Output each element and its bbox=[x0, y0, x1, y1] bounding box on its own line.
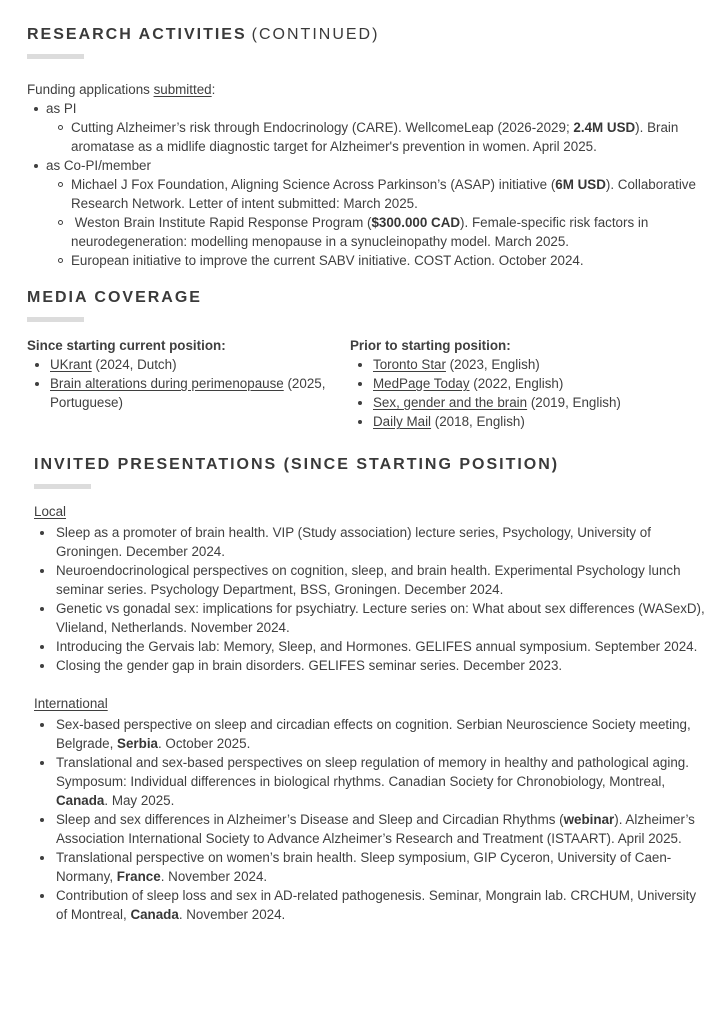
bullet-icon bbox=[40, 715, 56, 727]
text-segment: Closing the gender gap in brain disorders. GELIFES seminar series. December 2023. bbox=[56, 658, 563, 673]
circle-bullet-icon bbox=[58, 118, 71, 130]
heading-divider bbox=[34, 484, 91, 489]
list-item bbox=[34, 810, 709, 848]
text-segment: ). Female-specific risk factors in neurodegeneration: modelling menopause in a synucleinopathy model. March 2025. bbox=[71, 215, 649, 249]
list-item bbox=[27, 374, 350, 412]
text-segment: (2024, Dutch) bbox=[91, 357, 177, 372]
list-item bbox=[34, 561, 709, 599]
research-activities-section bbox=[27, 25, 709, 270]
list-item-text bbox=[56, 848, 709, 886]
heading-suffix-text: (CONTINUED) bbox=[251, 26, 380, 43]
text-segment: Canada bbox=[130, 907, 179, 922]
bullet-icon bbox=[40, 886, 56, 898]
text-segment: Funding applications bbox=[27, 82, 154, 97]
presentations-group-local bbox=[34, 502, 709, 675]
text-segment: . November 2024. bbox=[160, 869, 268, 884]
list-item-text bbox=[71, 213, 709, 251]
list-item-text bbox=[56, 599, 709, 637]
text-segment: Translational and sex-based perspectives on sleep regulation of memory in healthy and pathological aging. Symposum: Individual differences in biological rhythms. Canadian Society for Chronobiology, Montreal, bbox=[56, 755, 689, 789]
list-item-text bbox=[373, 355, 709, 374]
text-segment: as PI bbox=[46, 101, 77, 116]
text-segment: Sex-based perspective on sleep and circadian effects on cognition. Serbian Neuroscience Society meeting, Belgrade, bbox=[56, 717, 691, 751]
bullet-icon bbox=[40, 656, 56, 668]
list-item bbox=[27, 251, 709, 270]
funding-intro-text bbox=[27, 80, 709, 99]
media-link[interactable]: Brain alterations during perimenopause bbox=[50, 376, 284, 391]
media-column-prior bbox=[350, 336, 709, 431]
media-list-current bbox=[27, 355, 350, 412]
text-segment: Introducing the Gervais lab: Memory, Sleep, and Hormones. GELIFES annual symposium. September 2024. bbox=[56, 639, 698, 654]
text-segment: . November 2024. bbox=[178, 907, 286, 922]
text-segment: webinar bbox=[563, 812, 615, 827]
text-segment: (2025, Portuguese) bbox=[50, 376, 326, 410]
bullet-icon bbox=[34, 99, 46, 111]
circle-bullet-icon bbox=[58, 251, 71, 263]
list-item bbox=[34, 599, 709, 637]
text-segment: as Co-PI/member bbox=[46, 158, 151, 173]
text-segment: (2023, English) bbox=[445, 357, 540, 372]
text-segment: Cutting Alzheimer’s risk through Endocrinology (CARE). WellcomeLeap (2026-2029; bbox=[71, 120, 574, 135]
list-item-text bbox=[71, 175, 709, 213]
text-segment: European initiative to improve the current SABV initiative. COST Action. October 2024. bbox=[71, 253, 584, 268]
bullet-icon bbox=[40, 637, 56, 649]
text-segment: Sleep as a promoter of brain health. VIP (Study association) lecture series, Psychology, University of Groningen. December 2024. bbox=[56, 525, 651, 559]
list-item-text bbox=[373, 393, 709, 412]
text-segment: Michael J Fox Foundation, Aligning Science Across Parkinson’s (ASAP) initiative ( bbox=[71, 177, 556, 192]
media-link[interactable]: MedPage Today bbox=[373, 376, 470, 391]
text-segment: Weston Brain Institute Rapid Response Program ( bbox=[71, 215, 372, 230]
presentations-group-international bbox=[34, 694, 709, 924]
list-item bbox=[27, 355, 350, 374]
text-segment: France bbox=[116, 869, 161, 884]
list-item bbox=[350, 412, 709, 431]
presentations-group-label: International bbox=[34, 696, 108, 711]
text-segment: Sleep and sex differences in Alzheimer’s Disease and Sleep and Circadian Rhythms ( bbox=[56, 812, 564, 827]
list-item bbox=[34, 637, 709, 656]
list-item bbox=[350, 374, 709, 393]
text-segment: (2019, English) bbox=[527, 395, 621, 410]
list-item-text bbox=[373, 374, 709, 393]
media-coverage-section bbox=[27, 288, 709, 431]
international-presentations-list bbox=[34, 715, 709, 924]
list-item-text bbox=[56, 886, 709, 924]
media-link[interactable]: Sex, gender and the brain bbox=[373, 395, 528, 410]
list-item bbox=[27, 213, 709, 251]
media-link[interactable]: Daily Mail bbox=[373, 414, 432, 429]
list-item bbox=[34, 715, 709, 753]
list-item-text bbox=[56, 656, 709, 675]
list-item-text bbox=[71, 251, 709, 270]
list-item bbox=[350, 393, 709, 412]
media-link[interactable]: Toronto Star bbox=[373, 357, 446, 372]
text-segment: . May 2025. bbox=[104, 793, 175, 808]
bullet-icon bbox=[35, 374, 50, 386]
list-item-text bbox=[56, 753, 709, 810]
text-segment: : bbox=[211, 82, 216, 97]
media-coverage-heading: MEDIA COVERAGE bbox=[27, 289, 202, 306]
text-segment: (2022, English) bbox=[469, 376, 564, 391]
list-item-text bbox=[56, 715, 709, 753]
bullet-icon bbox=[40, 523, 56, 535]
text-segment: $300.000 CAD bbox=[371, 215, 461, 230]
local-presentations-list bbox=[34, 523, 709, 675]
text-segment: Translational perspective on women’s brain health. Sleep symposium, GIP Cyceron, University of Caen-Normany, bbox=[56, 850, 672, 884]
funding-list bbox=[27, 99, 709, 270]
bullet-icon bbox=[40, 753, 56, 765]
bullet-icon bbox=[35, 355, 50, 367]
text-segment: (2018, English) bbox=[431, 414, 525, 429]
list-item-text bbox=[56, 523, 709, 561]
list-item-text bbox=[46, 99, 709, 118]
heading-divider bbox=[27, 317, 84, 322]
media-columns bbox=[27, 336, 709, 431]
text-segment: Genetic vs gonadal sex: implications for psychiatry. Lecture series on: What about sex differences (WASexD), Vlieland, Netherlands. November 2024. bbox=[56, 601, 705, 635]
text-segment: 6M USD bbox=[555, 177, 606, 192]
media-column-heading: Since starting current position: bbox=[27, 338, 226, 353]
media-column-heading: Prior to starting position: bbox=[350, 338, 511, 353]
text-segment: ). Alzheimer’s Association International Society to Advance Alzheimer’s Research and Treatment (ISTAART). April 2025. bbox=[56, 812, 695, 846]
text-segment: Canada bbox=[56, 793, 105, 808]
bullet-icon bbox=[358, 393, 373, 405]
list-item bbox=[27, 175, 709, 213]
invited-presentations-heading: INVITED PRESENTATIONS (SINCE STARTING POSITION) bbox=[34, 456, 560, 473]
list-item-text bbox=[71, 118, 709, 156]
list-item bbox=[34, 886, 709, 924]
text-segment: submitted bbox=[153, 82, 212, 97]
list-item-text bbox=[56, 637, 709, 656]
bullet-icon bbox=[358, 412, 373, 424]
list-item-text bbox=[50, 374, 350, 412]
list-item bbox=[34, 848, 709, 886]
list-item bbox=[27, 156, 709, 175]
bullet-icon bbox=[358, 355, 373, 367]
text-segment: 2.4M USD bbox=[573, 120, 636, 135]
list-item-text bbox=[56, 561, 709, 599]
heading-divider bbox=[27, 54, 84, 59]
list-item bbox=[34, 656, 709, 675]
list-item-text bbox=[373, 412, 709, 431]
bullet-icon bbox=[34, 156, 46, 168]
text-segment: ). Brain aromatase as a midlife diagnostic target for Alzheimer's prevention in women. April 2025. bbox=[71, 120, 679, 154]
text-segment: Contribution of sleep loss and sex in AD-related pathogenesis. Seminar, Mongrain lab. CRCHUM, University of Montreal, bbox=[56, 888, 697, 922]
bullet-icon bbox=[40, 599, 56, 611]
circle-bullet-icon bbox=[58, 213, 71, 225]
text-segment: Neuroendocrinological perspectives on cognition, sleep, and brain health. Experimental Psychology lunch seminar series. Psychology Department, BSS, Groningen. December 2024. bbox=[56, 563, 681, 597]
list-item bbox=[34, 753, 709, 810]
list-item-text bbox=[50, 355, 350, 374]
list-item-text bbox=[56, 810, 709, 848]
bullet-icon bbox=[40, 810, 56, 822]
media-list-prior bbox=[350, 355, 709, 431]
presentations-group-label: Local bbox=[34, 504, 67, 519]
invited-presentations-section bbox=[34, 455, 709, 924]
list-item bbox=[350, 355, 709, 374]
media-link[interactable]: UKrant bbox=[50, 357, 92, 372]
bullet-icon bbox=[40, 848, 56, 860]
list-item bbox=[27, 118, 709, 156]
list-item-text bbox=[46, 156, 709, 175]
text-segment: ). Collaborative Research Network. Letter of intent submitted: March 2025. bbox=[71, 177, 696, 211]
circle-bullet-icon bbox=[58, 175, 71, 187]
bullet-icon bbox=[40, 561, 56, 573]
media-column-current bbox=[27, 336, 350, 431]
text-segment: . October 2025. bbox=[157, 736, 251, 751]
research-activities-heading bbox=[27, 25, 709, 45]
heading-main-text: RESEARCH ACTIVITIES bbox=[27, 26, 247, 43]
list-item bbox=[34, 523, 709, 561]
bullet-icon bbox=[358, 374, 373, 386]
list-item bbox=[27, 99, 709, 118]
text-segment: Serbia bbox=[117, 736, 158, 751]
